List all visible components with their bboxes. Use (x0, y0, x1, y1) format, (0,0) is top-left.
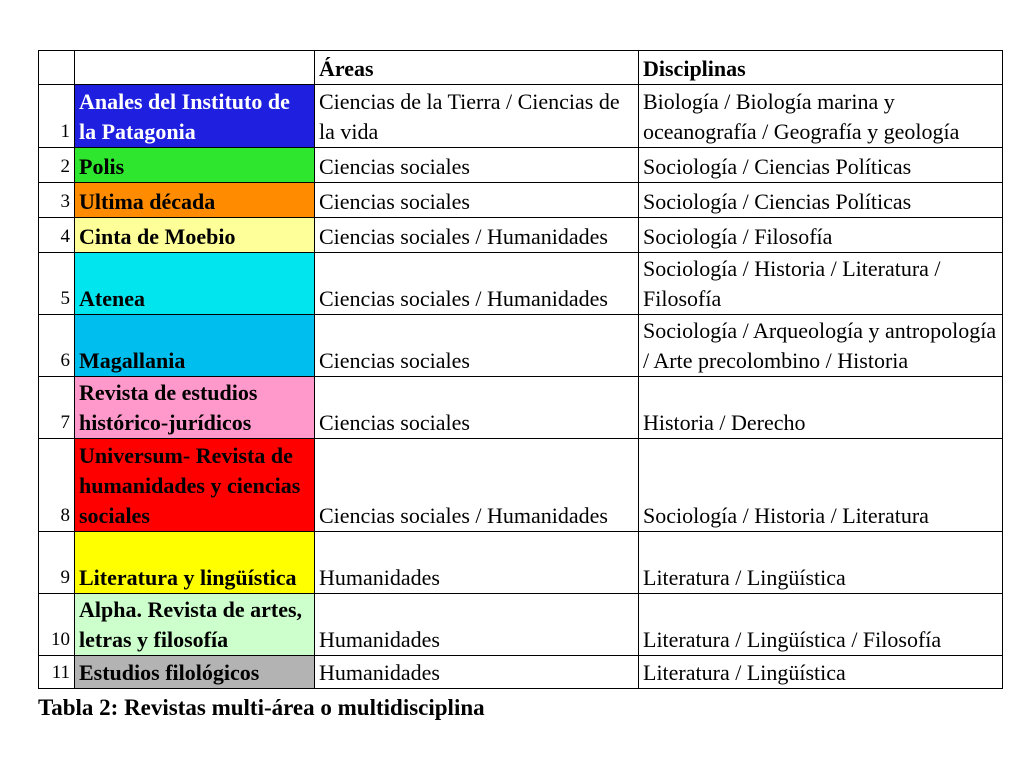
areas-cell: Ciencias sociales (315, 183, 639, 218)
table-caption: Tabla 2: Revistas multi-área o multidisciplina (38, 695, 485, 720)
areas-cell: Ciencias sociales (315, 377, 639, 439)
table-row (39, 439, 1003, 532)
journal-name: Anales del Instituto de la Patagonia (75, 85, 315, 148)
disciplines-cell: Literatura / Lingüística (639, 532, 1003, 594)
row-number: 4 (39, 218, 75, 253)
journal-name: Atenea (75, 253, 315, 315)
row-number: 2 (39, 148, 75, 183)
areas-cell: Ciencias sociales (315, 315, 639, 377)
row-number: 1 (39, 85, 75, 148)
disciplines-cell: Sociología / Historia / Literatura / Filosofía (639, 253, 1003, 315)
journal-name: Ultima década (75, 183, 315, 218)
disciplines-cell: Literatura / Lingüística (639, 656, 1003, 689)
disciplines-cell: Literatura / Lingüística / Filosofía (639, 594, 1003, 656)
journal-name: Magallania (75, 315, 315, 377)
disciplines-cell: Sociología / Arqueología y antropología / Arte precolombino / Historia (639, 315, 1003, 377)
journal-name: Polis (75, 148, 315, 183)
journals-table (38, 50, 1003, 689)
journal-name: Alpha. Revista de artes, letras y filosofía (75, 594, 315, 656)
table-row (39, 218, 1003, 253)
row-number: 3 (39, 183, 75, 218)
areas-cell: Ciencias de la Tierra / Ciencias de la vida (315, 85, 639, 148)
table-header-row (39, 51, 1003, 85)
areas-cell: Ciencias sociales / Humanidades (315, 253, 639, 315)
table-row (39, 85, 1003, 148)
table-row (39, 532, 1003, 594)
table-row (39, 315, 1003, 377)
areas-cell: Ciencias sociales (315, 148, 639, 183)
row-number: 8 (39, 439, 75, 532)
table-row (39, 594, 1003, 656)
disciplines-cell: Sociología / Ciencias Políticas (639, 183, 1003, 218)
journal-name: Universum- Revista de humanidades y ciencias sociales (75, 439, 315, 532)
row-number: 7 (39, 377, 75, 439)
areas-cell: Humanidades (315, 532, 639, 594)
header-areas: Áreas (315, 51, 639, 85)
areas-cell: Humanidades (315, 656, 639, 689)
row-number: 10 (39, 594, 75, 656)
areas-cell: Ciencias sociales / Humanidades (315, 439, 639, 532)
header-name (75, 51, 315, 85)
disciplines-cell: Sociología / Filosofía (639, 218, 1003, 253)
row-number: 5 (39, 253, 75, 315)
row-number: 9 (39, 532, 75, 594)
journal-name: Revista de estudios histórico-jurídicos (75, 377, 315, 439)
header-disciplines: Disciplinas (639, 51, 1003, 85)
table-row (39, 148, 1003, 183)
disciplines-cell: Sociología / Historia / Literatura (639, 439, 1003, 532)
header-num (39, 51, 75, 85)
table-row (39, 253, 1003, 315)
journal-name: Literatura y lingüística (75, 532, 315, 594)
table-row (39, 656, 1003, 689)
journal-name: Cinta de Moebio (75, 218, 315, 253)
journal-name: Estudios filológicos (75, 656, 315, 689)
areas-cell: Humanidades (315, 594, 639, 656)
areas-cell: Ciencias sociales / Humanidades (315, 218, 639, 253)
disciplines-cell: Historia / Derecho (639, 377, 1003, 439)
disciplines-cell: Biología / Biología marina y oceanografía / Geografía y geología (639, 85, 1003, 148)
row-number: 6 (39, 315, 75, 377)
row-number: 11 (39, 656, 75, 689)
disciplines-cell: Sociología / Ciencias Políticas (639, 148, 1003, 183)
table-row (39, 183, 1003, 218)
table-row (39, 377, 1003, 439)
